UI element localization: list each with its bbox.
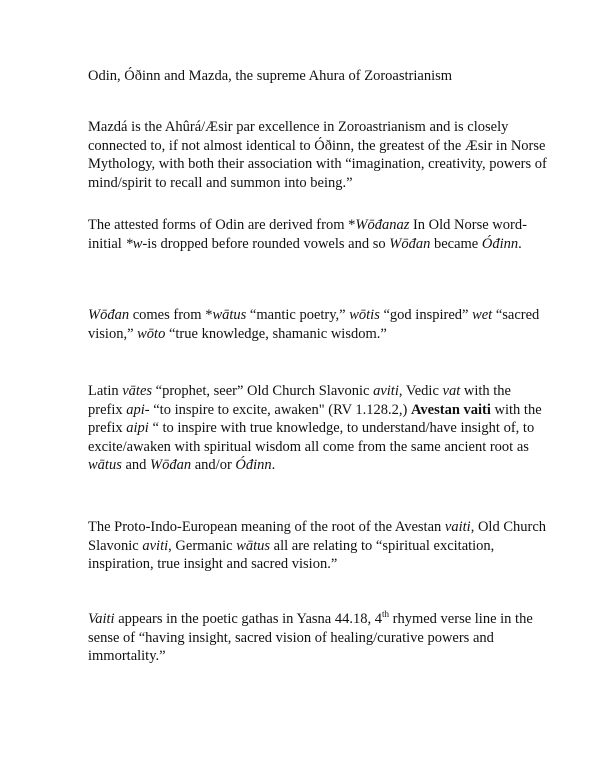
paragraph-text: Mazdá is the Ahûrá/Æsir par excellence in Zoroastrianism and is closely connected to, if not almost identical to Óðinn, the greatest of the Æsir in Norse Mythology, with both their association with “imagination, creativity, powers of mind/spirit to recall and summon into being.” [88,119,547,191]
text-run: and [121,457,151,474]
term-watus: wātus [212,307,247,323]
term-aviti: aviti [373,383,399,399]
text-run: - “to inspire to excite, awaken" (RV 1.128.2,) [144,401,412,418]
text-run: became [430,235,482,252]
term-avestan-vaiti: Avestan vaiti [411,401,491,418]
text-run: comes from * [129,307,213,323]
text-run: all are relating to “spiritual excitation, inspiration, true insight and sacred vision.” [88,537,495,573]
term-odinn: Óđinn [235,457,272,474]
text-run: “ to inspire with true knowledge, to understand/have insight of, to excite/awaken with spiritual wisdom all come from the same ancient root as [88,420,535,455]
document-title: Odin, Óðinn and Mazda, the supreme Ahura of Zoroastrianism [88,68,453,84]
text-run: . [271,457,276,474]
paragraph-latin-vates [88,382,548,475]
text-run: “true knowledge, shamanic wisdom.” [165,325,387,342]
term-wet: wet [472,307,493,323]
text-run: , Old Church Slavonic [88,519,546,554]
text-run: , Germanic [168,537,237,554]
text-run: “sacred vision,” [88,307,540,342]
term-wodanaz: Wōđanaz [355,217,410,233]
term-w: *w [125,235,143,252]
term-wotis: wōtis [349,307,380,323]
term-vat: vat [442,383,461,399]
text-run: with the prefix [88,383,511,418]
paragraph-pie-meaning [88,518,548,574]
term-watus: wātus [236,537,271,554]
paragraph-wodan-origin [88,306,548,343]
text-run: “mantic poetry,” [246,307,350,323]
text-run: with the prefix [88,401,542,437]
term-wodan: Wōđan [389,235,431,252]
text-run: , Vedic [398,383,443,399]
text-run: and/or [191,457,236,474]
term-wodan: Wōđan [88,307,130,323]
text-run: The Proto-Indo-European meaning of the root of the Avestan [88,519,445,535]
text-run: -is dropped before rounded vowels and so [142,235,390,252]
text-run: “god inspired” [379,307,473,323]
term-aipi: aipi [126,420,149,437]
paragraph-vaiti-gathas [88,610,548,666]
term-woto: wōto [137,325,166,342]
term-vates: vātes [122,383,153,399]
term-vaiti: Vaiti [88,611,115,627]
term-aviti: aviti [142,537,169,554]
term-wodan: Wōđan [150,457,192,474]
text-run: Latin [88,383,123,399]
paragraph-mazda [88,118,548,192]
text-run: . [518,235,522,252]
term-odinn: Óđinn [481,235,519,252]
text-run: “prophet, seer” Old Church Slavonic [152,383,374,399]
term-api: api [126,401,145,418]
text-run: appears in the poetic gathas in Yasna 44.18, 4 [114,611,382,627]
text-run: In Old Norse word-initial [88,217,527,252]
paragraph-attested-forms [88,216,548,253]
term-watus: wātus [88,457,122,474]
superscript-th: th [382,609,390,620]
term-vaiti: vaiti [444,519,471,535]
text-run: rhymed verse line in the sense of “having insight, sacred vision of healing/curative powers and immortality.” [88,611,533,665]
text-run: The attested forms of Odin are derived from * [88,217,356,233]
